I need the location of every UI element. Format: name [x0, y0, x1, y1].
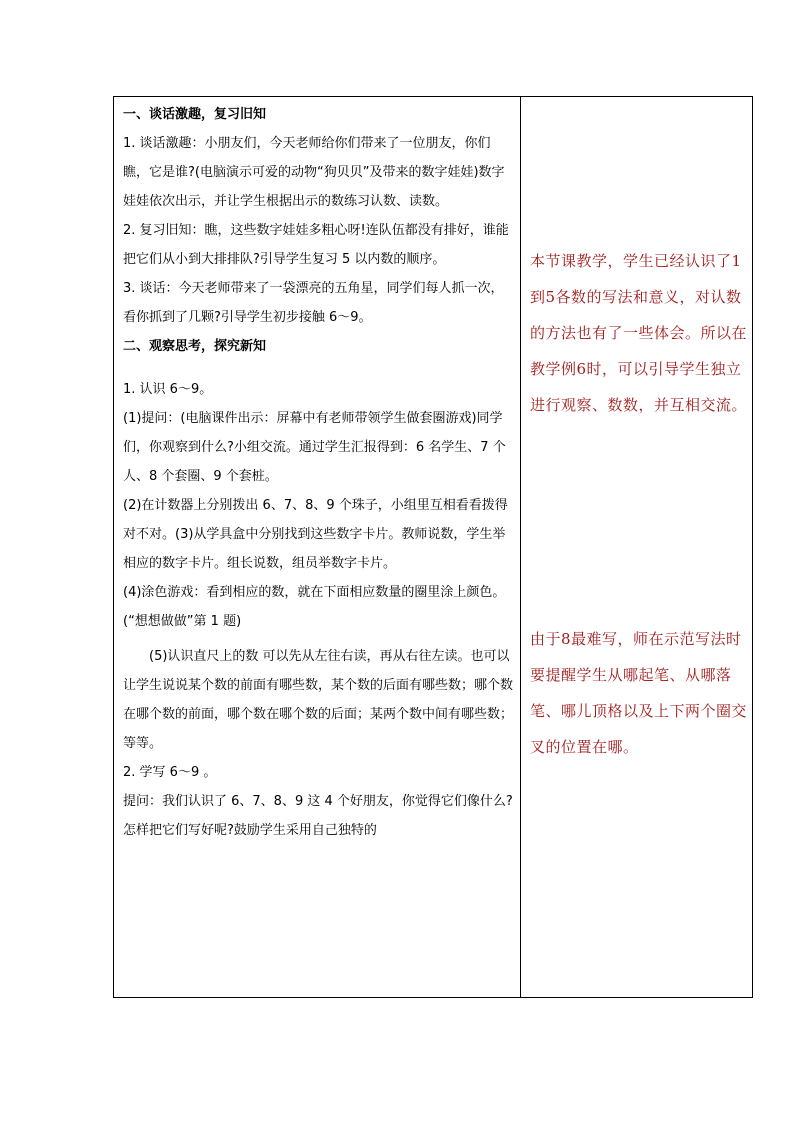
teaching-note [530, 243, 752, 423]
section-heading: 一、谈话激趣，复习旧知 [123, 107, 267, 122]
paragraph: (1)提问：(电脑课件出示：屏幕中有老师带领学生做套圈游戏)同学们，你观察到什么?小组交流。通过学生汇报得到：6 名学生、7 个人、8 个套圈、9 个套桩。 [123, 411, 506, 484]
paragraph: (2)在计数器上分别拨出 6、7、8、9 个珠子，小组里互相看看拨得对不对。(3)从学具盒中分别找到这些数字卡片。教师说数，学生举相应的数字卡片。组长说数，组员举数字卡片。 [123, 498, 508, 571]
paragraph: 3. 谈话：今天老师带来了一袋漂亮的五角星，同学们每人抓一次，看你抓到了几颗?引导学生初步接触 6～9。 [123, 281, 504, 325]
paragraph: 2. 学写 6～9 。 [123, 765, 217, 780]
paragraph: 1. 谈话激趣：小朋友们，今天老师给你们带来了一位朋友，你们瞧，它是谁?(电脑演示可爱的动物“狗贝贝”及带来的数字娃娃)数字娃娃依次出示，并让学生根据出示的数练习认数、读数。 [123, 136, 505, 209]
column-divider [520, 96, 521, 998]
paragraph: (5)认识直尺上的数 可以先从左往右读，再从右往左读。也可以让学生说说某个数的前面有哪些数，某个数的后面有哪些数；哪个数在哪个数的前面，哪个数在哪个数的后面；某两个数中间有哪些数；等等。 [123, 649, 514, 751]
paragraph: (4)涂色游戏：看到相应的数，就在下面相应数量的圈里涂上颜色。(“想想做做”第 1 题) [123, 585, 506, 629]
note-text: 由于8最难写，师在示范写法时要提醒学生从哪起笔、从哪落笔、哪儿顶格以及上下两个圈交叉的位置在哪。 [530, 630, 748, 756]
lesson-content-column [123, 100, 515, 845]
paragraph: 1. 认识 6～9。 [123, 382, 213, 397]
note-text: 本节课教学，学生已经认识了1到5各数的写法和意义，对认数的方法也有了一些体会。所以在教学例6时，可以引导学生独立进行观察、数数，并互相交流。 [530, 252, 748, 414]
teaching-note [530, 621, 752, 765]
paragraph: 2. 复习旧知：瞧，这些数字娃娃多粗心呀!连队伍都没有排好，谁能把它们从小到大排排队?引导学生复习 5 以内数的顺序。 [123, 223, 509, 267]
paragraph: 提问：我们认识了 6、7、8、9 这 4 个好朋友，你觉得它们像什么?怎样把它们写好呢?鼓励学生采用自己独特的 [123, 794, 513, 838]
section-heading: 二、观察思考，探究新知 [123, 339, 267, 354]
